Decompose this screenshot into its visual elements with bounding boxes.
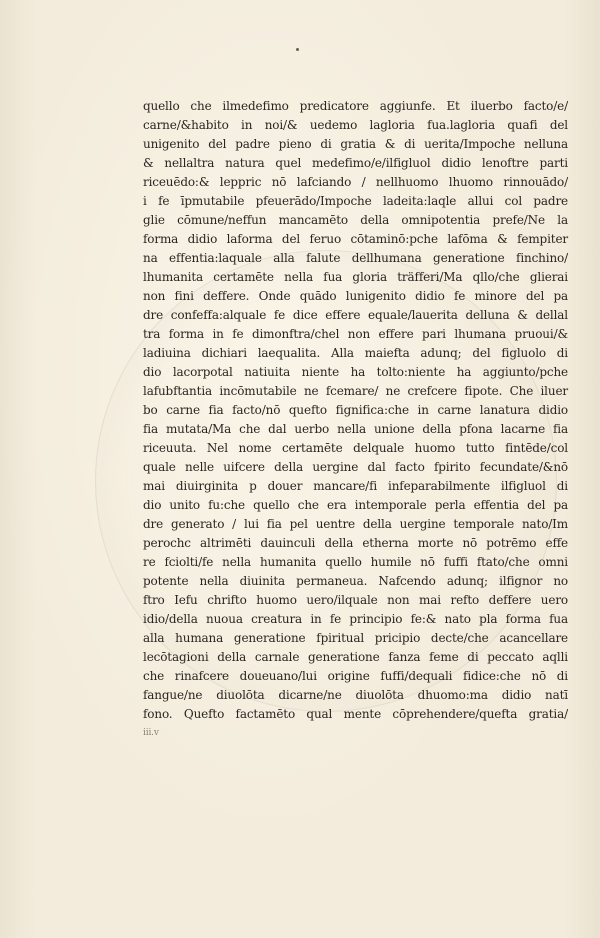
text-line: potente nella diuinita permaneua. Nafcendo adunq; ilfignor no (143, 574, 568, 588)
text-line: lafubftantia incōmutabile ne fcemare/ ne crefcere fipote. Che iluer (143, 384, 568, 398)
text-line: dio unito fu:che quello che era intemporale perla effentia del pa (143, 498, 568, 512)
text-line: dre confeffa:alquale fe dice effere equale/lauerita delluna & dellal (143, 308, 568, 322)
text-line: fangue/ne diuolōta dicarne/ne diuolōta dhuomo:ma didio natī (143, 688, 568, 702)
text-line: riceuēdo:& leppric nō lafciando / nellhuomo lhuomo rinnouādo/ (143, 175, 568, 189)
text-line: ftro Iefu chrifto huomo uero/ilquale non mai refto deffere uero (143, 593, 568, 607)
text-line: fono. Quefto factamēto qual mente cōprehendere/quefta gratia/ (143, 707, 568, 721)
text-line: carne/&habito in noi/& uedemo lagloria fua.lagloria quafi del (143, 118, 568, 132)
text-line: forma didio laforma del feruo cōtaminō:pche lafōma & fempiter (143, 232, 568, 246)
text-line: riceuuta. Nel nome certamēte delquale huomo tutto fintēde/col (143, 441, 568, 455)
text-line: non fini deffere. Onde quādo lunigenito didio fe minore del pa (143, 289, 568, 303)
text-line: fia mutata/Ma che dal uerbo nella unione della pfona lacarne fia (143, 422, 568, 436)
text-line: perochc altrimēti dauinculi della etherna morte nō potrēmo effe (143, 536, 568, 550)
text-line: quale nelle uifcere della uergine dal facto fpirito fecundate/&nō (143, 460, 568, 474)
text-line: unigenito del padre pieno di gratia & di uerita/Impoche nelluna (143, 137, 568, 151)
text-line: idio/della nuoua creatura in fe principio fe:& nato pla forma fua (143, 612, 568, 626)
text-line: na effentia:laquale alla falute dellhumana generatione finchino/ (143, 251, 568, 265)
text-line: lecōtagioni della carnale generatione fanza feme di peccato aqlli (143, 650, 568, 664)
text-line: & nellaltra natura quel medefimo/e/ilfigluol didio lenoftre parti (143, 156, 568, 170)
text-line: bo carne fia facto/nō quefto fignifica:che in carne lanatura didio (143, 403, 568, 417)
text-line: lhumanita certamēte nella fua gloria träfferi/Ma qllo/che glierai (143, 270, 568, 284)
text-line: dre generato / lui fia pel uentre della uergine temporale nato/Im (143, 517, 568, 531)
text-line: alla humana generatione fpiritual pricipio decte/che acancellare (143, 631, 568, 645)
text-line: tra forma in fe dimonftra/chel non effere pari lhumana pruoui/& (143, 327, 568, 341)
text-block (143, 97, 568, 743)
text-line: dio lacorpotal natiuita niente ha tolto:niente ha aggiunto/pche (143, 365, 568, 379)
text-line: mai diuirginita p douer mancare/fi infeparabilmente ilfigluol di (143, 479, 568, 493)
signature-mark: iii.v (143, 728, 159, 738)
ink-dot (296, 48, 299, 51)
text-line: re fciolti/fe nella humanita quello humile nō fuffi ftato/che omni (143, 555, 568, 569)
text-line: glie cōmune/neffun mancamēto della omnipotentia prefe/Ne la (143, 213, 568, 227)
text-line: ladiuina dichiari laequalita. Alla maiefta adunq; del figluolo di (143, 346, 568, 360)
text-line: che rinafcere doueuano/lui origine fuffi/dequali fidice:che nō di (143, 669, 568, 683)
text-line: quello che ilmedefimo predicatore aggiunfe. Et iluerbo facto/e/ (143, 99, 568, 113)
text-line: i fe īpmutabile pfeuerādo/Impoche ladeita:laqle allui col padre (143, 194, 568, 208)
